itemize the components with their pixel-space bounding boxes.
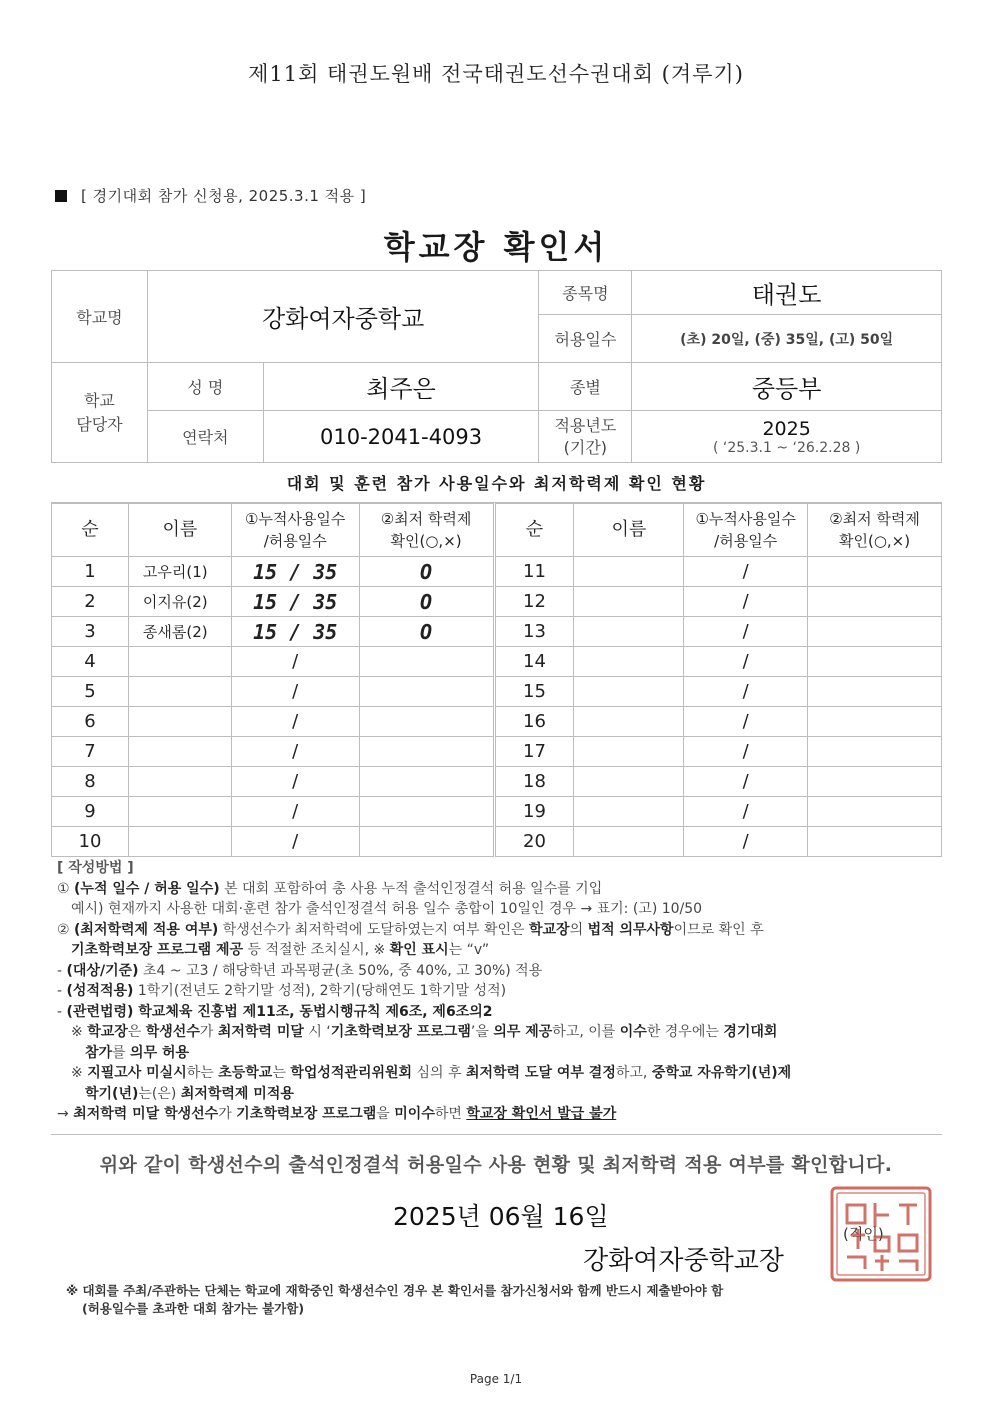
cell-name bbox=[128, 707, 231, 737]
cell-days: / bbox=[231, 827, 359, 857]
cell-no: 4 bbox=[52, 647, 129, 677]
cell-academic bbox=[359, 737, 494, 767]
cell-name: 이지유(2) bbox=[128, 587, 231, 617]
cell-days: 15 / 35 bbox=[231, 587, 359, 617]
howto-line-4: 기초학력보장 프로그램 제공 등 적절한 조치실시, ※ 확인 표시는 “v” bbox=[71, 942, 490, 958]
col-academic-header: ②최저 학력제 확인(○,×) bbox=[359, 504, 494, 557]
cell-name bbox=[574, 707, 684, 737]
table-row bbox=[52, 617, 942, 647]
cell-days: / bbox=[684, 767, 808, 797]
cell-academic bbox=[359, 827, 494, 857]
cell-no: 12 bbox=[494, 587, 574, 617]
cell-days: / bbox=[231, 647, 359, 677]
cell-name bbox=[574, 827, 684, 857]
seal-mark: (직인) bbox=[843, 1225, 884, 1243]
name-label: 성 명 bbox=[147, 363, 263, 411]
howto-line-8: ※ 학교장은 학생선수가 최저학력 미달 시 ‘기초학력보장 프로그램’을 의무 제공하고, 이를 이수한 경우에는 경기대회 bbox=[71, 1024, 778, 1040]
footnote bbox=[66, 1282, 946, 1318]
col-name-header-2: 이름 bbox=[574, 504, 684, 557]
cell-days: / bbox=[684, 557, 808, 587]
cell-no: 8 bbox=[52, 767, 129, 797]
division-value: 중등부 bbox=[632, 363, 942, 411]
confirm-statement: 위와 같이 학생선수의 출석인정결석 허용일수 사용 현황 및 최저학력 적용 여부를 확인합니다. bbox=[99, 1154, 893, 1176]
cell-days: / bbox=[684, 617, 808, 647]
contact-value: 010-2041-4093 bbox=[263, 411, 539, 463]
cell-no: 3 bbox=[52, 617, 129, 647]
cell-no: 15 bbox=[494, 677, 574, 707]
howto-line-7: - (관련법령) 학교체육 진흥법 제11조, 동법시행규칙 제6조, 제6조의2 bbox=[57, 1003, 493, 1020]
cell-academic: O bbox=[359, 557, 494, 587]
cell-academic bbox=[808, 557, 942, 587]
table-row bbox=[52, 737, 942, 767]
howto-line-3: ② (최저학력제 적용 여부) 학생선수가 최저학력에 도달하였는지 여부 확인은 학교장의 법적 의무사항이므로 확인 후 bbox=[57, 921, 764, 938]
cell-no: 2 bbox=[52, 587, 129, 617]
cell-name bbox=[128, 647, 231, 677]
form-note-text: [ 경기대회 참가 신청용, 2025.3.1 적용 ] bbox=[81, 187, 367, 205]
cell-name bbox=[574, 767, 684, 797]
division-label: 종별 bbox=[539, 363, 632, 411]
table-row bbox=[52, 647, 942, 677]
cell-days: / bbox=[231, 797, 359, 827]
cell-academic bbox=[359, 647, 494, 677]
cell-no: 7 bbox=[52, 737, 129, 767]
footnote-line-2: (허용일수를 초과한 대회 참가는 불가함) bbox=[82, 1301, 305, 1316]
table-row bbox=[52, 767, 942, 797]
cell-name bbox=[574, 557, 684, 587]
form-note bbox=[55, 185, 366, 206]
sport-label: 종목명 bbox=[539, 271, 632, 315]
cell-days: / bbox=[684, 677, 808, 707]
cell-academic bbox=[359, 707, 494, 737]
cell-academic bbox=[808, 707, 942, 737]
sport-value: 태권도 bbox=[632, 271, 942, 315]
cell-days: / bbox=[684, 737, 808, 767]
cell-no: 18 bbox=[494, 767, 574, 797]
cell-no: 17 bbox=[494, 737, 574, 767]
howto-line-10: ※ 지필고사 미실시하는 초등학교는 학업성적관리위원회 심의 후 최저학력 도달 여부 결정하고, 중학교 자유학기(년)제 bbox=[71, 1065, 792, 1081]
cell-no: 14 bbox=[494, 647, 574, 677]
name-value: 최주은 bbox=[263, 363, 539, 411]
cell-days: / bbox=[684, 647, 808, 677]
cell-no: 1 bbox=[52, 557, 129, 587]
issue-date: 2025년 06월 16일 bbox=[393, 1202, 609, 1231]
cell-name bbox=[128, 737, 231, 767]
cell-no: 5 bbox=[52, 677, 129, 707]
cell-no: 9 bbox=[52, 797, 129, 827]
col-no-header-2: 순 bbox=[494, 504, 574, 557]
section-title: 대회 및 훈련 참가 사용일수와 최저학력제 확인 현황 bbox=[51, 466, 942, 503]
cell-academic: O bbox=[359, 617, 494, 647]
school-value: 강화여자중학교 bbox=[147, 271, 539, 363]
cell-name bbox=[128, 767, 231, 797]
cell-academic bbox=[808, 677, 942, 707]
cell-no: 6 bbox=[52, 707, 129, 737]
cell-no: 13 bbox=[494, 617, 574, 647]
cell-name bbox=[128, 677, 231, 707]
divider-line bbox=[51, 1134, 942, 1135]
table-row bbox=[52, 797, 942, 827]
cell-academic bbox=[808, 647, 942, 677]
cell-days: / bbox=[684, 707, 808, 737]
cell-name bbox=[574, 737, 684, 767]
year-cell bbox=[632, 411, 942, 463]
table-row bbox=[52, 557, 942, 587]
document-title: 학교장 확인서 bbox=[383, 228, 609, 266]
table-row bbox=[52, 707, 942, 737]
cell-name bbox=[128, 827, 231, 857]
howto-line-5: - (대상/기준) 초4 ~ 고3 / 해당학년 과목평균(초 50%, 중 40%, 고 30%) 적용 bbox=[57, 962, 543, 979]
cell-days: / bbox=[684, 797, 808, 827]
cell-academic: O bbox=[359, 587, 494, 617]
square-bullet-icon bbox=[55, 190, 67, 202]
allowed-days-label: 허용일수 bbox=[539, 315, 632, 363]
table-header-row bbox=[52, 504, 942, 557]
page-number: Page 1/1 bbox=[469, 1372, 523, 1386]
cell-academic bbox=[359, 797, 494, 827]
table-row bbox=[52, 587, 942, 617]
athlete-table bbox=[51, 503, 942, 857]
school-label: 학교명 bbox=[52, 271, 148, 363]
col-days-header-2: ①누적사용일수 /허용일수 bbox=[684, 504, 808, 557]
cell-name bbox=[574, 797, 684, 827]
cell-no: 11 bbox=[494, 557, 574, 587]
cell-no: 20 bbox=[494, 827, 574, 857]
cell-days: 15 / 35 bbox=[231, 557, 359, 587]
cell-academic bbox=[808, 797, 942, 827]
cell-name bbox=[574, 677, 684, 707]
cell-name bbox=[574, 587, 684, 617]
athlete-table-body bbox=[52, 557, 942, 857]
cell-name bbox=[128, 797, 231, 827]
howto-line-2: 예시) 현재까지 사용한 대회·훈련 참가 출석인정결석 허용 일수 총합이 10일인 경우 → 표기: (고) 10/50 bbox=[71, 901, 703, 917]
cell-days: / bbox=[231, 737, 359, 767]
howto-line-11: 학기(년)는(은) 최저학력제 미적용 bbox=[85, 1085, 294, 1102]
cell-name: 고우리(1) bbox=[128, 557, 231, 587]
cell-no: 10 bbox=[52, 827, 129, 857]
cell-academic bbox=[808, 827, 942, 857]
year-period: ( ‘25.3.1 ~ ‘26.2.28 ) bbox=[712, 439, 861, 456]
table-row bbox=[52, 827, 942, 857]
cell-academic bbox=[359, 767, 494, 797]
cell-days: / bbox=[684, 827, 808, 857]
cell-academic bbox=[808, 737, 942, 767]
cell-days: / bbox=[684, 587, 808, 617]
footnote-line-1: ※ 대회를 주최/주관하는 단체는 학교에 재학중인 학생선수인 경우 본 확인서를 참가신청서와 함께 반드시 제출받아야 함 bbox=[66, 1283, 724, 1298]
school-seal-stamp bbox=[829, 1185, 933, 1283]
cell-days: / bbox=[231, 677, 359, 707]
cell-days: 15 / 35 bbox=[231, 617, 359, 647]
cell-academic bbox=[808, 617, 942, 647]
cell-no: 16 bbox=[494, 707, 574, 737]
col-name-header: 이름 bbox=[128, 504, 231, 557]
principal-name: 강화여자중학교장 bbox=[583, 1246, 784, 1276]
event-title: 제11회 태권도원배 전국태권도선수권대회 (겨루기) bbox=[248, 62, 744, 86]
cell-academic bbox=[808, 767, 942, 797]
cell-academic bbox=[808, 587, 942, 617]
col-days-header: ①누적사용일수 /허용일수 bbox=[231, 504, 359, 557]
school-info-table bbox=[51, 270, 942, 463]
cell-days: / bbox=[231, 707, 359, 737]
cell-name bbox=[574, 617, 684, 647]
howto-line-1: ① (누적 일수 / 허용 일수) 본 대회 포함하여 총 사용 누적 출석인정결석 허용 일수를 기입 bbox=[57, 880, 603, 897]
allowed-days-value: (초) 20일, (중) 35일, (고) 50일 bbox=[632, 315, 942, 363]
howto-section bbox=[57, 858, 947, 1125]
contact-label: 연락처 bbox=[147, 411, 263, 463]
col-academic-header-2: ②최저 학력제 확인(○,×) bbox=[808, 504, 942, 557]
cell-name bbox=[574, 647, 684, 677]
howto-line-9: 참가를 의무 허용 bbox=[85, 1044, 190, 1061]
year-label: 적용년도 (기간) bbox=[539, 411, 632, 463]
col-no-header: 순 bbox=[52, 504, 129, 557]
cell-no: 19 bbox=[494, 797, 574, 827]
cell-days: / bbox=[231, 767, 359, 797]
manager-label: 학교 담당자 bbox=[52, 363, 148, 463]
year-value: 2025 bbox=[762, 417, 811, 440]
cell-name: 종새롬(2) bbox=[128, 617, 231, 647]
howto-line-12: → 최저학력 미달 학생선수가 기초학력보장 프로그램을 미이수하면 학교장 확인서 발급 불가 bbox=[57, 1106, 617, 1122]
table-row bbox=[52, 677, 942, 707]
howto-title: [ 작성방법 ] bbox=[57, 860, 134, 876]
howto-line-6: - (성적적용) 1학기(전년도 2학기말 성적), 2학기(당해연도 1학기말 성적) bbox=[57, 983, 507, 999]
cell-academic bbox=[359, 677, 494, 707]
